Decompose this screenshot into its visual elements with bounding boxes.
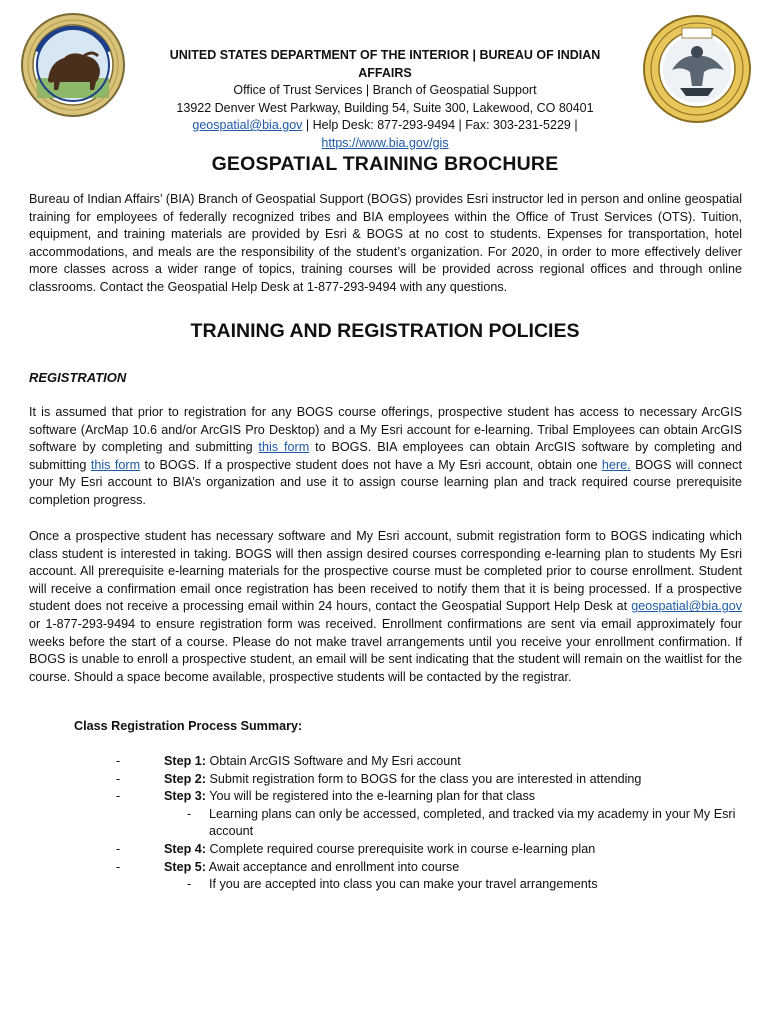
step-4: [116, 841, 742, 859]
contact-details: | Help Desk: 877-293-9494 | Fax: 303-231-5229 |: [302, 118, 578, 132]
process-steps-list: [116, 753, 742, 894]
substep-text: If you are accepted into class you can make your travel arrangements: [209, 877, 598, 892]
list-dash: -: [116, 789, 121, 804]
p1-text-c: to BOGS. If a prospective student does not have a My Esri account, obtain one: [140, 457, 602, 472]
tribal-form-link[interactable]: this form: [258, 440, 310, 455]
list-dash: -: [116, 841, 121, 856]
registration-paragraph-1: [29, 404, 742, 510]
registration-paragraph-2: [29, 528, 742, 686]
substep-learning-plans: [116, 806, 742, 841]
step-label: Step 1:: [164, 754, 206, 768]
step-label: Step 3:: [164, 789, 206, 804]
p2-text-b: or 1-877-293-9494 to ensure registration form was received. Enrollment confirmations are sent via email approximately four weeks before the start of a course. Please do not make travel arrangements until you receive your enrollment confirmation. If BOGS is unable to enroll a prospective student, an email will be sent indicating that the student will remain on the waitlist for the course. Should a space become available, prospective students will be contacted by the registrar.: [29, 616, 742, 684]
step-label: Step 2:: [164, 771, 206, 786]
process-summary-heading: Class Registration Process Summary:: [74, 719, 303, 733]
list-dash: -: [116, 754, 121, 768]
step-5: [116, 859, 742, 877]
substep-text: Learning plans can only be accessed, completed, and tracked via my academy in your My Esri account: [209, 806, 736, 839]
step-label: Step 4:: [164, 841, 206, 856]
step-3: [116, 788, 742, 806]
step-text: Await acceptance and enrollment into course: [206, 859, 460, 874]
my-esri-link[interactable]: here.: [601, 457, 631, 472]
p2-text-a: Once a prospective student has necessary software and My Esri account, submit registration form to BOGS indicating which class student is interested in taking. BOGS will then assign desired courses corresponding e-learning plan to students My Esri account. All prerequisite e-learning materials for the prospective course must be completed prior to course enrollment. Student will receive a confirmation email once registration has been received to notify them that it is being processed. If a prospective student does not receive a processing email within 24 hours, contact the Geospatial Support Help Desk at: [29, 529, 742, 614]
list-dash: -: [187, 877, 192, 892]
step-label: Step 5:: [164, 859, 206, 874]
step-2: [116, 771, 742, 789]
list-dash: -: [116, 859, 121, 874]
step-text: Complete required course prerequisite work in course e-learning plan: [206, 841, 596, 856]
p1-text-d: BOGS will connect your My Esri account to BIA’s organization and use it to assign course learning plan and track required course prerequisite completion progress.: [29, 457, 742, 507]
p1-text-b: to BOGS. BIA employees can obtain ArcGIS software by completing and submitting: [29, 440, 742, 472]
step-text: You will be registered into the e-learning plan for that class: [206, 789, 536, 804]
helpdesk-email-link[interactable]: geospatial@bia.gov: [631, 599, 742, 614]
step-text: Submit registration form to BOGS for the class you are interested in attending: [206, 771, 642, 786]
bureau-of-indian-affairs-seal: [642, 14, 752, 124]
list-dash: -: [116, 771, 121, 786]
step-text: Obtain ArcGIS Software and My Esri account: [206, 754, 461, 768]
contact-line: [150, 117, 620, 135]
registration-heading: REGISTRATION: [29, 370, 127, 385]
substep-travel: [116, 876, 742, 894]
document-title: GEOSPATIAL TRAINING BROCHURE: [211, 153, 559, 175]
email-link[interactable]: geospatial@bia.gov: [192, 118, 303, 132]
step-1: [116, 753, 742, 771]
list-dash: -: [187, 806, 192, 821]
bia-form-link[interactable]: this form: [90, 457, 141, 472]
interior-department-seal: [20, 12, 126, 118]
website-link[interactable]: https://www.bia.gov/gis: [321, 135, 449, 150]
policies-heading: TRAINING AND REGISTRATION POLICIES: [190, 320, 580, 342]
website-line: [150, 135, 620, 153]
letterhead: [150, 47, 620, 152]
organization-line: UNITED STATES DEPARTMENT OF THE INTERIOR | BUREAU OF INDIAN AFFAIRS: [169, 48, 601, 80]
office-line: Office of Trust Services | Branch of Geospatial Support: [233, 83, 537, 97]
address-line: 13922 Denver West Parkway, Building 54, Suite 300, Lakewood, CO 80401: [176, 100, 594, 115]
p1-text-a: It is assumed that prior to registration for any BOGS course offerings, prospective student has access to necessary ArcGIS software (ArcMap 10.6 and/or ArcGIS Pro Desktop) and a My Esri account for e-learning. Tribal Employees can obtain ArcGIS software by completing and submitting: [29, 405, 742, 455]
intro-paragraph: Bureau of Indian Affairs’ (BIA) Branch of Geospatial Support (BOGS) provides Esri instructor led in person and online geospatial training for employees of federally recognized tribes and BIA employees within the Office of Trust Services (OTS). Tuition, equipment, and training materials are provided by Esri & BOGS at no cost to students. Expenses for transportation, hotel accommodations, and meals are the responsibility of the student’s organization. For 2020, in order to more effectively deliver more classes across a wider range of topics, training courses will be provided across regional offices and through online classrooms. Contact the Geospatial Help Desk at 1-877-293-9494 with any questions.: [29, 192, 742, 294]
